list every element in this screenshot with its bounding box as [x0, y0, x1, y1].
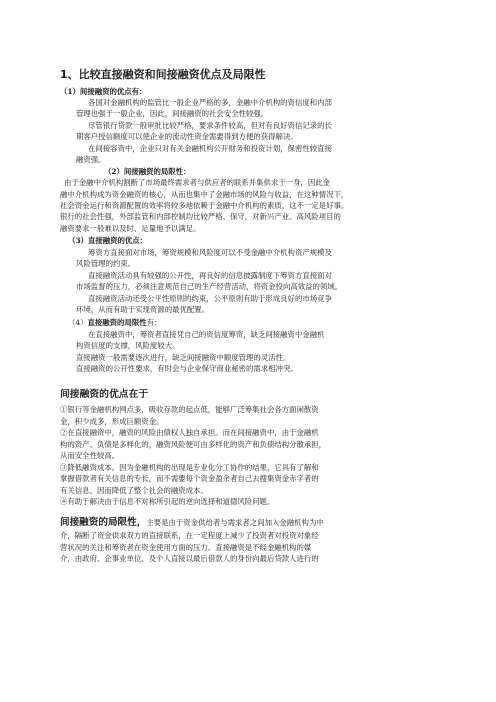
paragraph-line: 管理也强于一般企业，因此，间接融资的社会安全性较强。 [76, 109, 269, 118]
heading-number: （4） [68, 318, 88, 327]
direct-limitations-heading [68, 318, 161, 328]
section-limitations-first-line [60, 516, 324, 529]
paragraph-line: 介，由政府、企事业单位、及个人直接以最后借款人的身份向最后贷款人进行的 [60, 554, 319, 563]
list-item: 掌握借款者有关信息的专长，而不需要每个资金盈余者自己去搜集资金赤字者的 [60, 474, 319, 483]
list-item: ①银行等金融机构网点多，吸收存款的起点低，能够广泛筹集社会各方面闲散资 [60, 405, 319, 414]
paragraph-line: 营状况的关注和筹资者在资金使用方面的压力。直接融资是不经金融机构的媒 [60, 543, 312, 552]
paragraph-line: 构资信度的支撑，风险度较大。 [76, 341, 180, 350]
paragraph-line: 各国对金融机构的监管比一般企业严格的多，金融中介机构的资信度和内部 [88, 98, 332, 107]
list-item: ④有助于解决由于信息不对称所引起的逆向选择和道德风险问题。 [60, 497, 275, 506]
indirect-limitations-heading: （2）间接融资的局限性： [104, 167, 191, 176]
paragraph-line: 在直接融资中，筹资者直接凭自己的资信度筹资，缺乏间接融资中金融机 [88, 330, 325, 339]
paragraph-line: 银行的社会性强，外部监管和内部控制均比较严格、保守，对新兴产业、高风险项目的 [60, 212, 341, 221]
list-item: 从而安全性较高。 [60, 451, 120, 460]
paragraph-line: 在间接容资中，企业只对有关金融机构公开财务和投资计划，保密性较直接 [88, 144, 332, 153]
list-item: 金，积少成多，形成巨额资金。 [60, 417, 164, 426]
list-item: 有关信息，因而降低了整个社会的融资成本。 [60, 486, 208, 495]
paragraph-line: 直接融资活动还受公平性原则的约束，公平原则有助于形成良好的市场竞争 [88, 294, 332, 303]
list-item: 构的资产、负债是多样化的，融资风险便可由多样化的资产和负债结构分散承担， [60, 440, 327, 449]
page-title: 1、比较直接融资和间接融资优点及局限性 [60, 68, 266, 81]
paragraph-line: 融资要求一般难以及时、足量地予以满足。 [60, 224, 201, 233]
section-heading-limitations: 间接融资的局限性， [60, 517, 147, 528]
paragraph-line: 直接融资的公开性要求，有时会与企业保守商业秘密的需求相冲突。 [76, 364, 298, 373]
paragraph-line: 融中介机构成为资金融资的核心，从而也集中了金融市场的风险与收益，在这种情况下， [60, 190, 349, 199]
paragraph-line: 筹资方直接面对市场，筹资规模和风险度可以不受金融中介机构资产规模及 [88, 248, 332, 257]
indirect-advantages-heading: （1）间接融资的优点有： [60, 87, 147, 96]
paragraph-line: 由于金融中介机构割断了市场最终需求者与供应者的联系并集供求于一身，因此金 [64, 178, 331, 187]
list-item: ②在直接融资中，融资的风险由债权人独自承担。而在间接融资中，由于金融机 [60, 428, 319, 437]
paragraph-line: 期客户授信额度可以使企业的流动性资金需要得到方便的获得解决。 [76, 132, 298, 141]
paragraph-text: 主要是由于资金供给者与需求者之间加入金融机构为中 [146, 518, 324, 527]
heading-text: 直接融资的局限性 [87, 318, 147, 327]
paragraph-line: 融资强。 [76, 155, 106, 164]
paragraph-line: 介，隔断了资金供求双方的直接联系，在一定程度上减少了投资者对投资对象经 [60, 531, 319, 540]
section-heading-advantages: 间接融资的优点在于 [60, 389, 149, 400]
paragraph-line: 社会资金运行和资源配置的效率将较多地依赖于金融中介机构的素质，这不一定是好事。 [60, 201, 349, 210]
paragraph-line: 风险管理的约束。 [76, 259, 136, 268]
list-item: ③降低融资成本。因为金融机构的出现是专业化分工协作的结果，它具有了解和 [60, 463, 319, 472]
heading-tail: 有： [146, 318, 162, 327]
paragraph-line: 直接融资活动具有较强的公开性，再良好的信息披露制度下筹资方直接面对 [88, 271, 332, 280]
paragraph-line: 市场监督的压力，必须注意规范自己的生产经营活动，将资金投向高效益的领域。 [76, 282, 343, 291]
direct-advantages-heading: （3）直接融资的优点： [68, 236, 148, 245]
paragraph-line: 直接融资一般需要逐次进行，缺乏间接融资中额度管理的灵活性。 [76, 353, 291, 362]
paragraph-line: 尽管银行贷款一般审批比较严格，要求条件较高，但对有良好资信记录的长 [88, 121, 332, 130]
paragraph-line: 环境，从而有助于实现资源的最优配置。 [76, 305, 210, 314]
